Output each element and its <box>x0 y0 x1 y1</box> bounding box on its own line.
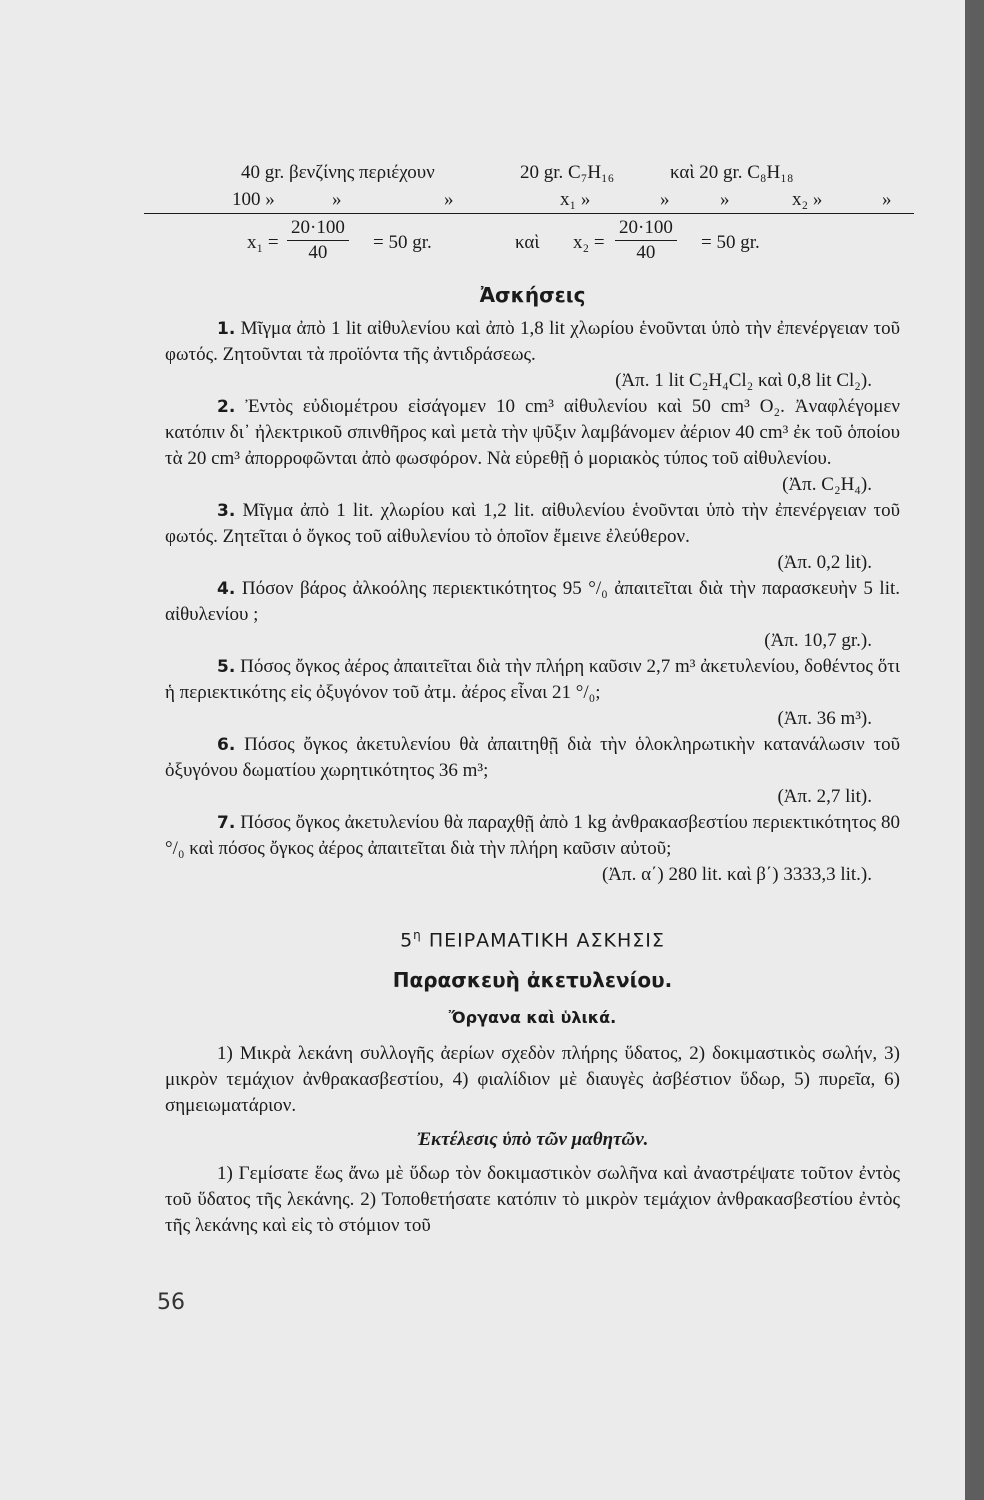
exercise-answer: (Ἀπ. C₂H₄). <box>782 474 872 495</box>
lab-title-text: ΠΕΙΡΑΜΑΤΙΚΗ ΑΣΚΗΣΙΣ <box>428 929 665 952</box>
exercise-number: 5. <box>217 657 236 677</box>
exercise-number: 1. <box>217 319 236 339</box>
lab-ordinal: η <box>413 928 422 942</box>
exercise-answer: (Ἀπ. 0,2 lit). <box>777 552 872 573</box>
exercise-text: Πόσος ὄγκος ἀκετυλενίου θὰ ἀπαιτηθῇ διὰ τὴν ὁλοκληρωτικὴν κατανάλωσιν τοῦ ὀξυγόνου δωματίου χωρητικότητος 36 m³; <box>165 734 901 781</box>
eq1-fraction <box>287 216 349 265</box>
exercise-text: Πόσον βάρος ἀλκοόλης περιεκτικότητος 95 °/₀ ἀπαιτεῖται διὰ τὴν παρασκευὴν 5 lit. αἰθυλενίου ; <box>165 578 901 625</box>
page-edge-shadow <box>965 0 984 1500</box>
exercise-1 <box>165 316 900 368</box>
exercise-list <box>165 316 900 888</box>
exercise-answer: (Ἀπ. 2,7 lit). <box>777 786 872 807</box>
exercise-text: Μῖγμα ἀπὸ 1 lit. χλωρίου καὶ 1,2 lit. αἰθυλενίου ἑνοῦνται ὑπὸ τὴν ἐπενέργειαν τοῦ φωτός. Ζητεῖται ὁ ὄγκος τοῦ αἰθυλενίου τὸ ὁποῖον ἔμεινε ἐλεύθερον. <box>165 500 901 547</box>
exercise-answer: (Ἀπ. 1 lit C₂H₄Cl₂ καὶ 0,8 lit Cl₂). <box>615 370 872 391</box>
procedure-heading: Ἐκτέλεσις ὑπὸ τῶν μαθητῶν. <box>416 1129 649 1151</box>
calc-row-2 <box>72 187 900 214</box>
page-content <box>165 160 900 1239</box>
materials-text: 1) Μικρὰ λεκάνη συλλογῆς ἀερίων σχεδὸν πλήρης ὕδατος, 2) δοκιμαστικὸς σωλήν, 3) μικρὸν τεμάχιον ἀνθρακασβεστίου, 4) φιαλίδιον μὲ διαυγὲς ἀσβέστιον ὕδωρ, 5) πυρεῖα, 6) σημειωματάριον. <box>165 1043 900 1117</box>
lab-title <box>165 922 900 953</box>
calc-equations <box>165 214 900 272</box>
eq2-fraction <box>615 216 677 265</box>
exercise-6 <box>165 732 900 784</box>
eq1-lhs: x₁ = <box>247 232 279 253</box>
exercise-number: 3. <box>217 501 236 521</box>
calc-row-1 <box>165 160 900 187</box>
exercise-text: Πόσος ὄγκος ἀκετυλενίου θὰ παραχθῇ ἀπὸ 1 kg ἀνθρακασβεστίου περιεκτικότητος 80 °/₀ καὶ πόσος ὄγκος ἀέρος ἀπαιτεῖται διὰ τὴν πλήρη καῦσιν αὐτοῦ; <box>165 812 900 859</box>
exercise-text: Πόσος ὄγκος ἀέρος ἀπαιτεῖται διὰ τὴν πλήρη καῦσιν 2,7 m³ ἀκετυλενίου, δοθέντος ὅτι ἡ περιεκτικότης εἰς ὀξυγόνον τοῦ ἀτμ. ἀέρος εἶναι 21 °/₀; <box>165 656 901 703</box>
eq1-denominator: 40 <box>308 242 328 263</box>
exercise-7 <box>165 810 900 862</box>
lab-number: 5 <box>400 929 414 952</box>
exercise-number: 4. <box>217 579 236 599</box>
calc-row2-c: » <box>444 189 454 210</box>
calc-row1-a: 40 gr. βενζίνης περιέχουν <box>241 162 435 183</box>
eq2-denominator: 40 <box>636 242 656 263</box>
calc-row2-e: » <box>660 189 670 210</box>
procedure-text: 1) Γεμίσατε ἕως ἄνω μὲ ὕδωρ τὸν δοκιμαστικὸν σωλῆνα καὶ ἀναστρέψατε τοῦτον ἐντὸς τοῦ ὕδατος τῆς λεκάνης. 2) Τοποθετήσατε κατόπιν τὸ μικρὸν τεμάχιον ἀνθρακασβεστίου ἐντὸς τῆς λεκάνης καὶ εἰς τὸ στόμιον τοῦ <box>165 1163 900 1237</box>
exercise-3 <box>165 498 900 550</box>
exercise-5 <box>165 654 900 706</box>
exercise-2 <box>165 394 900 472</box>
exercise-number: 2. <box>217 397 236 417</box>
eq1-rhs: = 50 gr. <box>373 232 432 253</box>
eq-and: καὶ <box>515 232 540 253</box>
eq2-lhs: x₂ = <box>573 232 605 253</box>
exercise-4 <box>165 576 900 628</box>
page-number: 56 <box>157 1290 185 1315</box>
calc-row2-h: » <box>882 189 892 210</box>
exercise-answer: (Ἀπ. 10,7 gr.). <box>764 630 872 651</box>
exercise-answer: (Ἀπ. 36 m³). <box>777 708 872 729</box>
calc-row2-a: 100 » <box>232 189 275 210</box>
exercise-text: Μῖγμα ἀπὸ 1 lit αἰθυλενίου καὶ ἀπὸ 1,8 lit χλωρίου ἑνοῦνται ὑπὸ τὴν ἐπενέργειαν τοῦ φωτός. Ζητοῦνται τὰ προϊόντα τῆς ἀντιδράσεως. <box>165 318 901 365</box>
calc-row2-b: » <box>332 189 342 210</box>
lab-subtitle: Παρασκευὴ ἀκετυλενίου. <box>392 968 673 993</box>
exercise-number: 6. <box>217 735 236 755</box>
eq2-rhs: = 50 gr. <box>701 232 760 253</box>
calc-row1-b: 20 gr. C₇H₁₆ <box>520 162 615 183</box>
materials-heading: Ὄργανα καὶ ὑλικά. <box>448 1008 617 1028</box>
eq1-numerator: 20·100 <box>287 216 349 241</box>
calc-row2-d: x₁ » <box>560 189 591 210</box>
eq2-numerator: 20·100 <box>615 216 677 241</box>
exercise-text: Ἐντὸς εὐδιομέτρου εἰσάγομεν 10 cm³ αἰθυλενίου καὶ 50 cm³ O₂. Ἀναφλέγομεν κατόπιν δι᾿ ἠλεκτρικοῦ σπινθῆρος καὶ μετὰ τὴν ψῦξιν λαμβάνομεν ἀέριον 40 cm³ ἐκ τοῦ ὁποίου τὰ 20 cm³ ἀπορροφῶνται ἀπὸ φωσφόρον. Νὰ εὑρεθῇ ὁ μοριακὸς τύπος τοῦ αἰθυλενίου. <box>165 396 900 469</box>
exercise-answer: (Ἀπ. α΄) 280 lit. καὶ β΄) 3333,3 lit.). <box>601 864 872 885</box>
calc-row2-g: x₂ » <box>792 189 823 210</box>
calc-row1-c: καὶ 20 gr. C₈H₁₈ <box>670 162 794 183</box>
exercises-heading: Ἀσκήσεις <box>479 283 586 307</box>
calc-row2-f: » <box>720 189 730 210</box>
exercise-number: 7. <box>217 813 236 833</box>
